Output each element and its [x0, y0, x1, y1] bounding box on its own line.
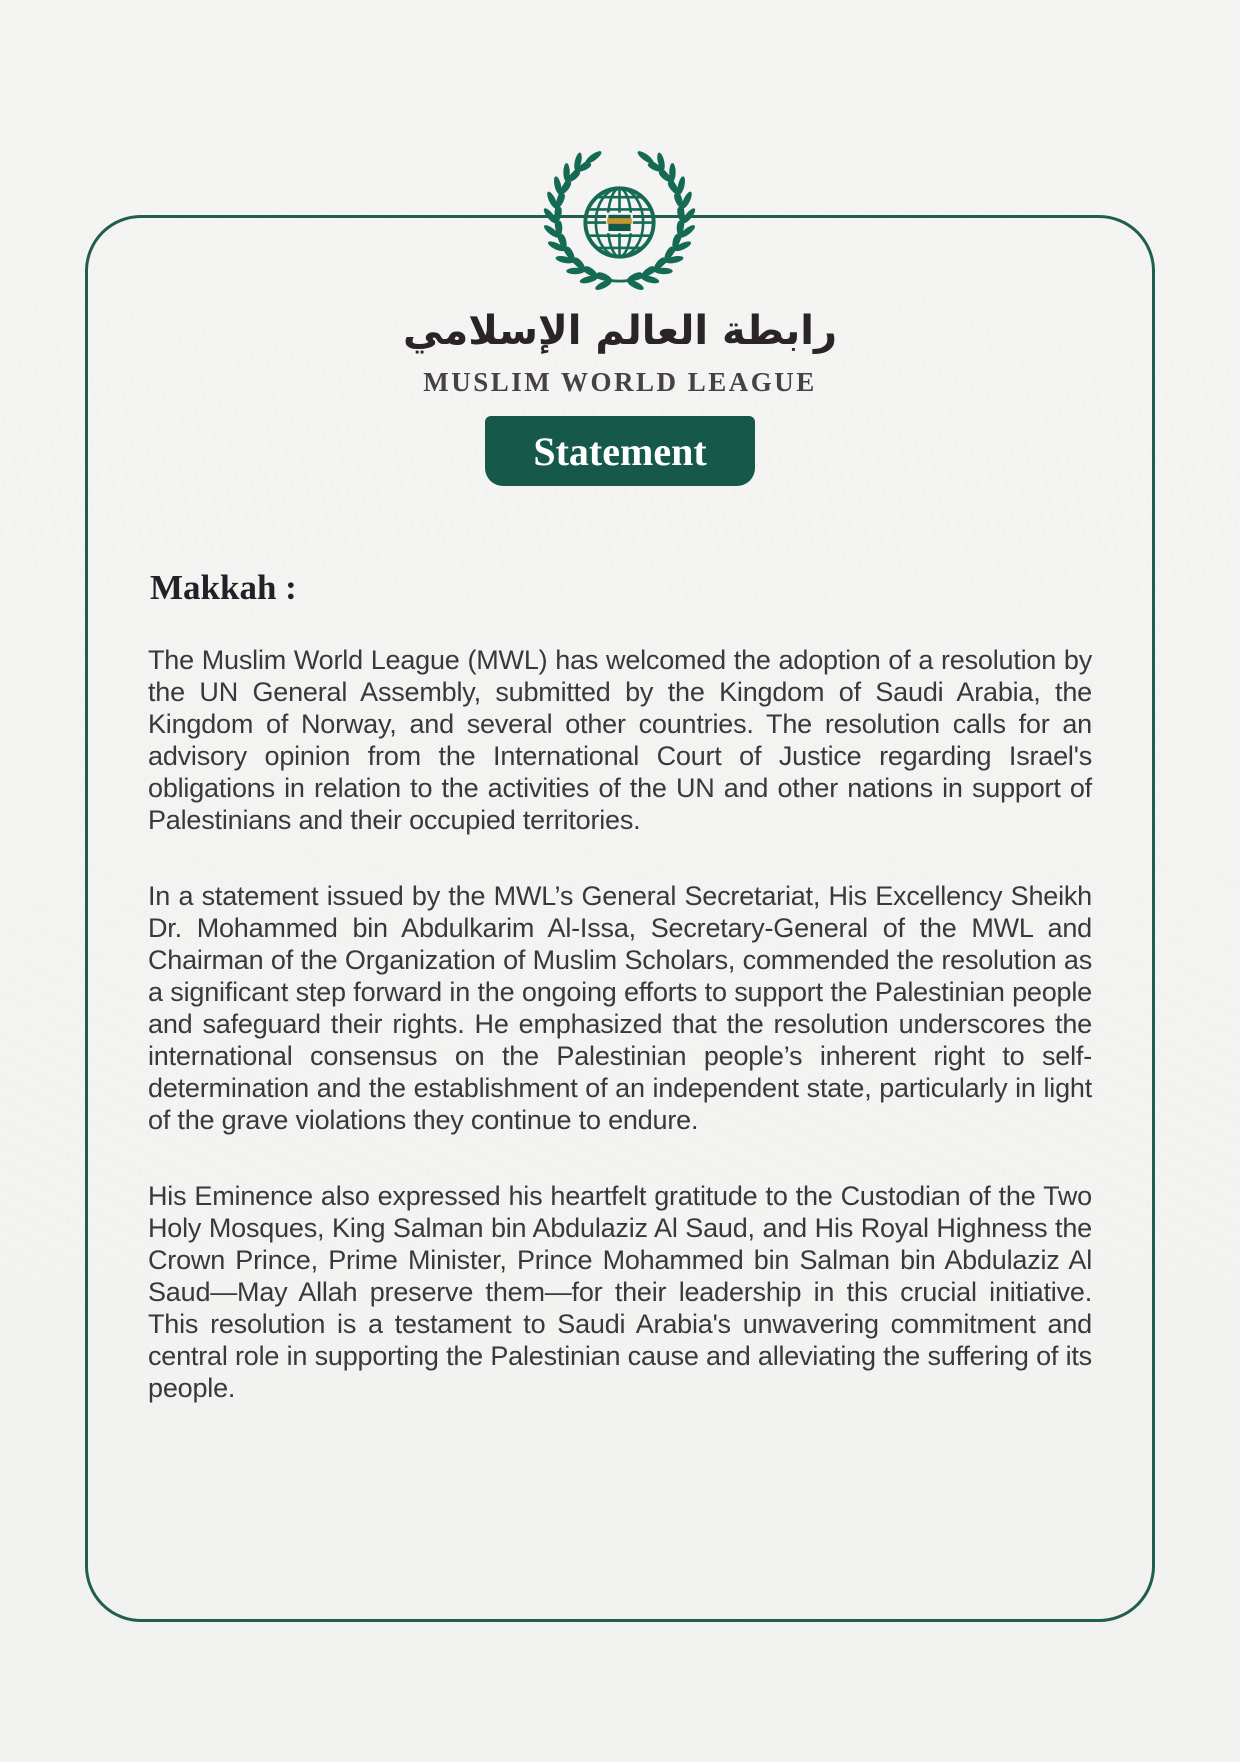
mwl-logo	[532, 128, 707, 303]
statement-body	[88, 568, 1152, 1404]
statement-paragraph-2: In a statement issued by the MWL’s General Secretariat, His Excellency Sheikh Dr. Mohammed bin Abdulkarim Al-Issa, Secretary-General of the MWL and Chairman of the Organization of Muslim Scholars, commended the resolution as a significant step forward in the ongoing efforts to support the Palestinian people and safeguard their rights. He emphasized that the resolution underscores the international consensus on the Palestinian people’s inherent right to self-determination and the establishment of an independent state, particularly in light of the grave violations they continue to endure.	[148, 881, 1092, 1135]
location-heading: Makkah :	[150, 568, 297, 607]
arabic-logotype: رابطة العالم الإسلامي	[403, 308, 837, 354]
statement-paragraph-1: The Muslim World League (MWL) has welcomed the adoption of a resolution by the UN General Assembly, submitted by the Kingdom of Saudi Arabia, the Kingdom of Norway, and several other countries. The resolution calls for an advisory opinion from the International Court of Justice regarding Israel's obligations in relation to the activities of the UN and other nations in support of Palestinians and their occupied territories.	[148, 645, 1092, 835]
statement-banner-label: Statement	[533, 428, 707, 474]
kaaba-icon	[607, 214, 632, 232]
statement-frame	[85, 215, 1155, 1622]
statement-paragraph-3: His Eminence also expressed his heartfelt gratitude to the Custodian of the Two Holy Mosques, King Salman bin Abdulaziz Al Saud, and His Royal Highness the Crown Prince, Prime Minister, Prince Mohammed bin Salman bin Abdulaziz Al Saud—May Allah preserve them—for their leadership in this crucial initiative. This resolution is a testament to Saudi Arabia's unwavering commitment and central role in supporting the Palestinian cause and alleviating the suffering of its people.	[148, 1181, 1092, 1403]
statement-banner	[485, 416, 755, 486]
org-name: MUSLIM WORLD LEAGUE	[423, 367, 817, 397]
